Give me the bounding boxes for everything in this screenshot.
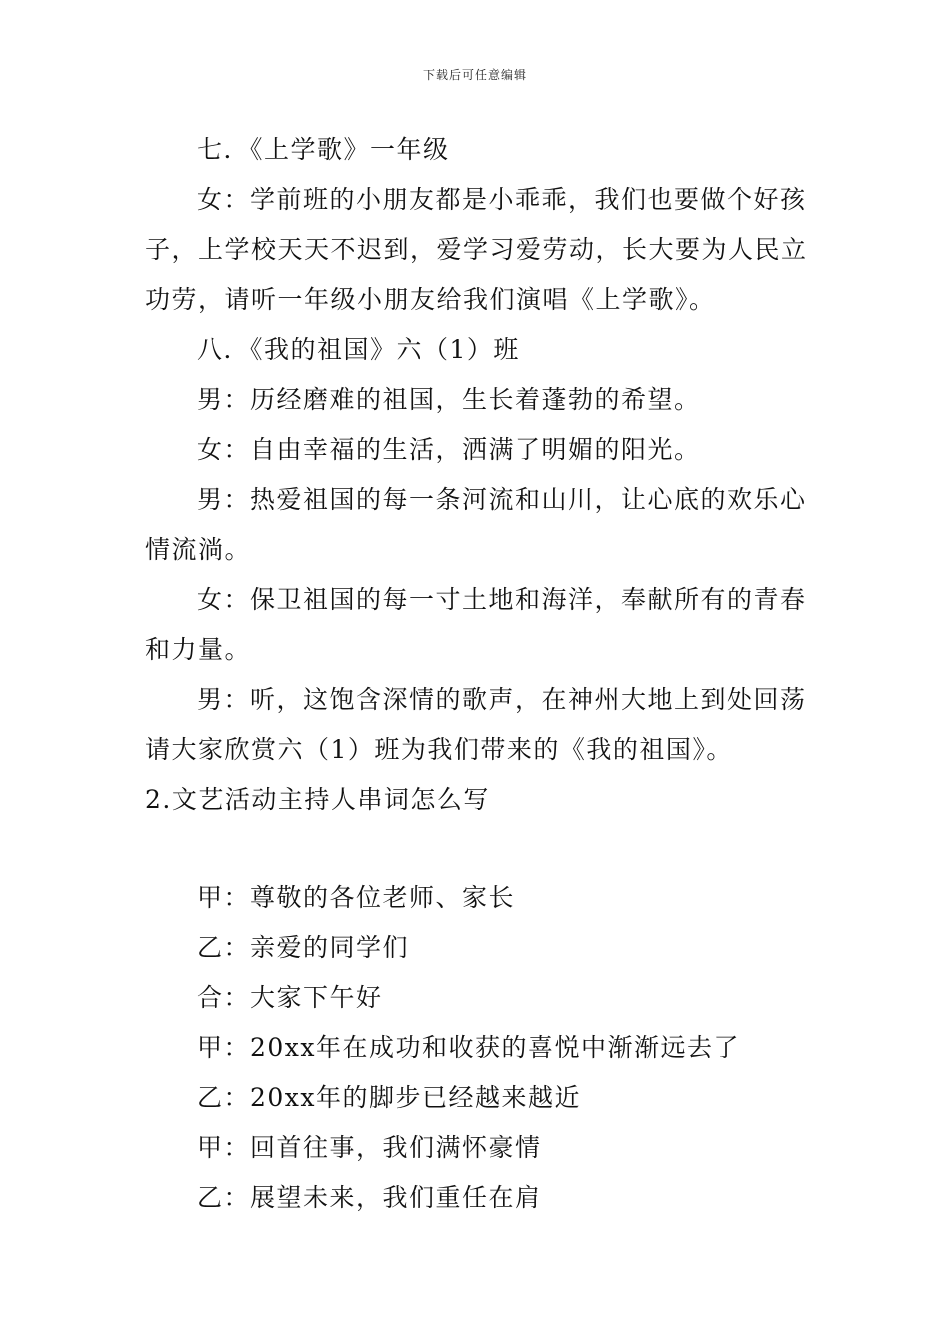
paragraph-line: 和力量。 <box>145 635 252 664</box>
dialogue-line: 乙：展望未来，我们重任在肩 <box>197 1183 542 1212</box>
paragraph-line: 女：自由幸福的生活，洒满了明媚的阳光。 <box>197 435 701 464</box>
paragraph-line: 功劳，请听一年级小朋友给我们演唱《上学歌》。 <box>145 285 716 314</box>
dialogue-line: 乙：亲爱的同学们 <box>197 933 410 962</box>
dialogue-line: 甲：回首往事，我们满怀豪情 <box>197 1133 542 1162</box>
dialogue-line: 乙：20xx年的脚步已经越来越近 <box>197 1083 582 1112</box>
paragraph-line: 男：听，这饱含深情的歌声，在神州大地上到处回荡 <box>197 685 807 714</box>
paragraph-line: 女：学前班的小朋友都是小乖乖，我们也要做个好孩 <box>197 185 807 214</box>
paragraph-line: 女：保卫祖国的每一寸土地和海洋，奉献所有的青春 <box>197 585 807 614</box>
section-title-2: 2.文艺活动主持人串词怎么写 <box>145 785 490 814</box>
dialogue-line: 甲：20xx年在成功和收获的喜悦中渐渐远去了 <box>197 1033 741 1062</box>
section-heading-8: 八．《我的祖国》六（1）班 <box>197 335 520 364</box>
paragraph-line: 男：热爱祖国的每一条河流和山川，让心底的欢乐心 <box>197 485 807 514</box>
paragraph-line: 男：历经磨难的祖国，生长着蓬勃的希望。 <box>197 385 701 414</box>
dialogue-line: 合：大家下午好 <box>197 983 383 1012</box>
paragraph-line: 请大家欣赏六（1）班为我们带来的《我的祖国》。 <box>145 735 733 764</box>
dialogue-line: 甲：尊敬的各位老师、家长 <box>197 883 516 912</box>
paragraph-line: 情流淌。 <box>145 535 252 564</box>
section-heading-7: 七．《上学歌》一年级 <box>197 135 450 164</box>
paragraph-line: 子，上学校天天不迟到，爱学习爱劳动，长大要为人民立 <box>145 235 808 264</box>
download-note-header: 下载后可任意编辑 <box>422 68 527 82</box>
